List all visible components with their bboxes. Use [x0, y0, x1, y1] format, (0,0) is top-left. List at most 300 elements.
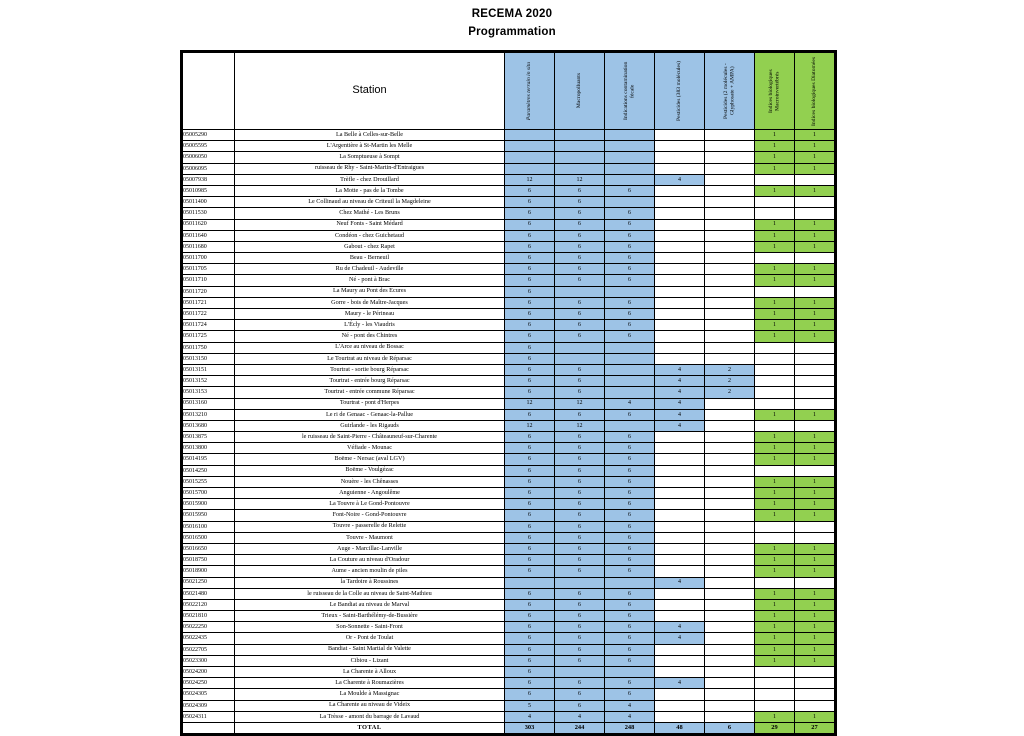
row-value-3	[655, 454, 705, 465]
row-value-6: 1	[795, 163, 835, 174]
row-value-0: 5	[505, 700, 555, 711]
row-value-4	[705, 689, 755, 700]
row-code: 05006050	[183, 152, 235, 163]
row-value-5: 1	[755, 555, 795, 566]
row-value-6: 1	[795, 185, 835, 196]
row-value-2	[605, 197, 655, 208]
row-value-0: 6	[505, 197, 555, 208]
row-value-2: 6	[605, 264, 655, 275]
row-value-4	[705, 700, 755, 711]
row-value-1: 6	[555, 443, 605, 454]
table-row	[183, 644, 835, 655]
table-row	[183, 174, 835, 185]
table-row	[183, 622, 835, 633]
row-value-4	[705, 555, 755, 566]
row-value-3	[655, 689, 705, 700]
table-row	[183, 264, 835, 275]
row-value-1: 6	[555, 230, 605, 241]
document-subtitle: Programmation	[468, 26, 556, 38]
row-value-5: 1	[755, 331, 795, 342]
row-value-5	[755, 253, 795, 264]
row-value-0: 6	[505, 185, 555, 196]
row-code: 05024200	[183, 667, 235, 678]
table-row	[183, 197, 835, 208]
row-value-3	[655, 599, 705, 610]
row-value-2: 6	[605, 622, 655, 633]
row-code: 05024250	[183, 678, 235, 689]
row-value-1: 12	[555, 398, 605, 409]
total-label: TOTAL	[235, 722, 505, 733]
row-value-4	[705, 130, 755, 141]
row-value-2: 6	[605, 465, 655, 476]
row-value-1	[555, 141, 605, 152]
row-value-4	[705, 476, 755, 487]
row-value-5: 1	[755, 152, 795, 163]
row-value-5: 1	[755, 185, 795, 196]
row-value-6: 1	[795, 443, 835, 454]
row-code: 05013153	[183, 387, 235, 398]
row-value-5: 1	[755, 588, 795, 599]
row-value-1: 6	[555, 309, 605, 320]
row-value-4	[705, 174, 755, 185]
row-value-3	[655, 331, 705, 342]
row-value-0: 6	[505, 253, 555, 264]
row-value-5	[755, 667, 795, 678]
header-col-4	[705, 53, 755, 130]
row-value-5: 1	[755, 432, 795, 443]
row-station: Beau - Berneuil	[235, 253, 505, 264]
row-value-0: 6	[505, 219, 555, 230]
table-row	[183, 633, 835, 644]
row-code: 05022120	[183, 599, 235, 610]
row-value-3	[655, 465, 705, 476]
row-value-6: 1	[795, 432, 835, 443]
row-value-1: 6	[555, 409, 605, 420]
row-value-1: 6	[555, 599, 605, 610]
row-value-6: 1	[795, 320, 835, 331]
row-value-3	[655, 297, 705, 308]
row-value-0: 6	[505, 286, 555, 297]
row-code: 05005595	[183, 141, 235, 152]
row-code: 05022435	[183, 633, 235, 644]
table-row	[183, 532, 835, 543]
total-value-5: 29	[755, 722, 795, 733]
row-value-2: 4	[605, 700, 655, 711]
row-code: 05024305	[183, 689, 235, 700]
row-code: 05014195	[183, 454, 235, 465]
row-value-4: 2	[705, 376, 755, 387]
row-value-1: 6	[555, 678, 605, 689]
row-value-1: 6	[555, 197, 605, 208]
row-value-5	[755, 420, 795, 431]
row-value-5	[755, 521, 795, 532]
row-value-2: 6	[605, 253, 655, 264]
row-value-6	[795, 700, 835, 711]
row-value-6: 1	[795, 510, 835, 521]
row-value-5: 1	[755, 510, 795, 521]
row-value-5: 1	[755, 476, 795, 487]
row-value-5: 1	[755, 219, 795, 230]
row-value-1: 12	[555, 420, 605, 431]
table-row	[183, 700, 835, 711]
row-value-3	[655, 141, 705, 152]
row-value-4	[705, 331, 755, 342]
table-row	[183, 130, 835, 141]
row-value-5: 1	[755, 611, 795, 622]
table-body	[183, 130, 835, 734]
row-station: Trèfle - chez Drouillard	[235, 174, 505, 185]
row-value-2	[605, 376, 655, 387]
row-value-0: 6	[505, 309, 555, 320]
row-value-3	[655, 130, 705, 141]
row-station: Or - Pont de Toulat	[235, 633, 505, 644]
row-value-6	[795, 465, 835, 476]
header-station: Station	[235, 53, 505, 130]
table-row	[183, 364, 835, 375]
row-station: Guirlande - les Rigauds	[235, 420, 505, 431]
row-code: 05015900	[183, 499, 235, 510]
table-row	[183, 241, 835, 252]
header-col-0	[505, 53, 555, 130]
row-value-0: 6	[505, 611, 555, 622]
row-value-2: 6	[605, 566, 655, 577]
header-col-1-label: Macropolluants	[576, 73, 583, 109]
row-value-4	[705, 465, 755, 476]
row-value-0: 12	[505, 398, 555, 409]
row-value-6	[795, 342, 835, 353]
row-value-0: 6	[505, 622, 555, 633]
row-station: Touvre - passerelle de Relette	[235, 521, 505, 532]
row-value-0: 6	[505, 588, 555, 599]
row-value-1: 6	[555, 241, 605, 252]
row-code: 05023300	[183, 655, 235, 666]
total-code-cell	[183, 722, 235, 733]
table-row	[183, 510, 835, 521]
row-station: Gorre - bois de Maître-Jacques	[235, 297, 505, 308]
row-station: La Touvre à Le Gond-Pontouvre	[235, 499, 505, 510]
row-station: Trieux - Saint-Barthélémy-de-Bussière	[235, 611, 505, 622]
row-station: Cibiou - Lizant	[235, 655, 505, 666]
row-value-3	[655, 667, 705, 678]
row-station: Maury - le Périneau	[235, 309, 505, 320]
row-value-3	[655, 611, 705, 622]
row-value-0: 6	[505, 633, 555, 644]
row-value-3: 4	[655, 622, 705, 633]
row-code: 05015950	[183, 510, 235, 521]
row-station: Véfiade - Mounac	[235, 443, 505, 454]
row-value-0: 6	[505, 264, 555, 275]
row-value-4	[705, 420, 755, 431]
table-row	[183, 599, 835, 610]
row-value-4: 2	[705, 364, 755, 375]
row-value-5	[755, 465, 795, 476]
table-row	[183, 588, 835, 599]
row-code: 05021250	[183, 577, 235, 588]
row-value-2	[605, 141, 655, 152]
row-code: 05006095	[183, 163, 235, 174]
row-value-3	[655, 152, 705, 163]
row-value-2: 6	[605, 208, 655, 219]
table-row	[183, 331, 835, 342]
row-value-6: 1	[795, 275, 835, 286]
table-row	[183, 353, 835, 364]
row-value-0	[505, 130, 555, 141]
row-code: 05011400	[183, 197, 235, 208]
row-value-2: 6	[605, 241, 655, 252]
row-value-4	[705, 253, 755, 264]
row-value-1: 6	[555, 510, 605, 521]
row-value-5: 1	[755, 275, 795, 286]
row-code: 05016500	[183, 532, 235, 543]
row-value-0: 6	[505, 230, 555, 241]
row-value-3	[655, 588, 705, 599]
table-header	[183, 53, 835, 130]
row-station: Tourtrat - entrée commune Réparsac	[235, 387, 505, 398]
row-value-2: 6	[605, 309, 655, 320]
row-value-0: 6	[505, 342, 555, 353]
row-value-5	[755, 208, 795, 219]
row-value-2	[605, 353, 655, 364]
row-value-6: 1	[795, 152, 835, 163]
row-value-4	[705, 499, 755, 510]
table-row	[183, 566, 835, 577]
row-value-0: 6	[505, 599, 555, 610]
row-value-5	[755, 387, 795, 398]
row-value-6: 1	[795, 499, 835, 510]
row-station: Touvre - Maumont	[235, 532, 505, 543]
row-value-1: 6	[555, 331, 605, 342]
row-value-4	[705, 443, 755, 454]
row-value-4	[705, 163, 755, 174]
row-value-1	[555, 130, 605, 141]
row-value-4	[705, 185, 755, 196]
row-value-1	[555, 353, 605, 364]
row-station: Gabout - chez Rapet	[235, 241, 505, 252]
row-code: 05014250	[183, 465, 235, 476]
row-station: Neuf Fonts - Saint Médard	[235, 219, 505, 230]
row-value-2: 6	[605, 432, 655, 443]
row-value-6	[795, 577, 835, 588]
row-station: La Couture au niveau d'Oradour	[235, 555, 505, 566]
row-code: 05011530	[183, 208, 235, 219]
row-value-5	[755, 364, 795, 375]
row-station: La Somptueuse à Sompt	[235, 152, 505, 163]
row-value-1: 6	[555, 297, 605, 308]
header-row	[183, 53, 835, 130]
row-value-3	[655, 521, 705, 532]
row-value-4	[705, 488, 755, 499]
row-value-2	[605, 130, 655, 141]
row-value-1: 6	[555, 689, 605, 700]
row-value-0: 6	[505, 443, 555, 454]
row-value-1: 12	[555, 174, 605, 185]
row-value-4	[705, 197, 755, 208]
row-value-5	[755, 398, 795, 409]
table-row	[183, 667, 835, 678]
row-value-2: 6	[605, 331, 655, 342]
row-value-0: 6	[505, 476, 555, 487]
row-value-0: 4	[505, 711, 555, 722]
row-code: 05005290	[183, 130, 235, 141]
total-value-2: 248	[605, 722, 655, 733]
row-value-5	[755, 678, 795, 689]
row-value-6	[795, 376, 835, 387]
row-station: Tourtrat - pont d'Herpes	[235, 398, 505, 409]
row-code: 05013875	[183, 432, 235, 443]
row-station: Auge - Marcillac-Lanville	[235, 543, 505, 554]
total-value-3: 48	[655, 722, 705, 733]
row-code: 05011721	[183, 297, 235, 308]
row-code: 05022250	[183, 622, 235, 633]
header-code	[183, 53, 235, 130]
table-row	[183, 689, 835, 700]
row-value-3	[655, 264, 705, 275]
row-value-3	[655, 185, 705, 196]
row-value-2	[605, 667, 655, 678]
row-code: 05015255	[183, 476, 235, 487]
row-value-1: 6	[555, 588, 605, 599]
row-value-6	[795, 678, 835, 689]
row-value-2: 6	[605, 633, 655, 644]
row-value-5: 1	[755, 264, 795, 275]
programmation-table	[182, 52, 835, 734]
row-code: 05013800	[183, 443, 235, 454]
row-value-3: 4	[655, 387, 705, 398]
row-value-5: 1	[755, 599, 795, 610]
row-value-0: 6	[505, 409, 555, 420]
row-value-0: 6	[505, 387, 555, 398]
row-code: 05010985	[183, 185, 235, 196]
row-station: Chez Mathé - Les Bruns	[235, 208, 505, 219]
row-value-1: 6	[555, 644, 605, 655]
row-code: 05007938	[183, 174, 235, 185]
row-value-6	[795, 667, 835, 678]
row-value-4	[705, 275, 755, 286]
table-row	[183, 432, 835, 443]
table-row	[183, 476, 835, 487]
row-value-4	[705, 655, 755, 666]
document-title-block	[0, 8, 1024, 38]
table-row	[183, 286, 835, 297]
row-value-6: 1	[795, 622, 835, 633]
row-value-2: 6	[605, 488, 655, 499]
row-code: 05015700	[183, 488, 235, 499]
table-row	[183, 253, 835, 264]
row-value-3	[655, 241, 705, 252]
table-row	[183, 398, 835, 409]
row-value-2: 6	[605, 521, 655, 532]
row-value-5	[755, 700, 795, 711]
row-code: 05011705	[183, 264, 235, 275]
row-value-5	[755, 577, 795, 588]
row-value-0: 6	[505, 454, 555, 465]
row-value-1: 6	[555, 219, 605, 230]
row-value-1: 6	[555, 264, 605, 275]
row-value-2: 6	[605, 555, 655, 566]
row-value-3	[655, 543, 705, 554]
row-value-4	[705, 297, 755, 308]
row-code: 05013152	[183, 376, 235, 387]
table-row	[183, 185, 835, 196]
row-code: 05011750	[183, 342, 235, 353]
row-value-6: 1	[795, 543, 835, 554]
row-station: La Trèsse - amont du barrage de Lavaud	[235, 711, 505, 722]
row-code: 05016650	[183, 543, 235, 554]
row-value-0: 6	[505, 353, 555, 364]
row-value-4	[705, 532, 755, 543]
table-row	[183, 219, 835, 230]
total-value-0: 303	[505, 722, 555, 733]
row-value-4	[705, 588, 755, 599]
row-code: 05018750	[183, 555, 235, 566]
row-value-2: 6	[605, 454, 655, 465]
row-value-6	[795, 398, 835, 409]
row-code: 05021810	[183, 611, 235, 622]
row-value-2: 6	[605, 219, 655, 230]
row-value-2: 6	[605, 532, 655, 543]
table-row	[183, 655, 835, 666]
row-value-4	[705, 141, 755, 152]
row-station: Le Bandiat au niveau de Marval	[235, 599, 505, 610]
row-value-5	[755, 197, 795, 208]
row-value-6: 1	[795, 230, 835, 241]
row-value-5	[755, 353, 795, 364]
row-value-6	[795, 420, 835, 431]
row-station: Tourtrat - entrée bourg Réparsac	[235, 376, 505, 387]
row-value-3	[655, 320, 705, 331]
row-value-4: 2	[705, 387, 755, 398]
table-row	[183, 309, 835, 320]
row-value-0: 6	[505, 297, 555, 308]
row-value-4	[705, 599, 755, 610]
row-value-0: 6	[505, 678, 555, 689]
header-col-2	[605, 53, 655, 130]
row-value-6: 1	[795, 409, 835, 420]
row-value-6: 1	[795, 555, 835, 566]
row-value-0: 12	[505, 420, 555, 431]
row-value-5: 1	[755, 141, 795, 152]
row-value-0: 6	[505, 208, 555, 219]
row-value-1: 6	[555, 454, 605, 465]
header-col-6-label: Indices biologiques Diatomées	[811, 56, 818, 126]
row-value-3	[655, 208, 705, 219]
row-value-5: 1	[755, 499, 795, 510]
row-value-1: 6	[555, 633, 605, 644]
row-value-1: 6	[555, 700, 605, 711]
row-value-5	[755, 286, 795, 297]
row-value-4	[705, 241, 755, 252]
row-value-2: 6	[605, 499, 655, 510]
row-value-4	[705, 622, 755, 633]
row-value-6: 1	[795, 264, 835, 275]
row-code: 05011710	[183, 275, 235, 286]
row-value-5: 1	[755, 711, 795, 722]
row-value-1: 6	[555, 253, 605, 264]
row-value-3	[655, 655, 705, 666]
row-value-0: 6	[505, 566, 555, 577]
row-code: 05011725	[183, 331, 235, 342]
table-row	[183, 420, 835, 431]
row-value-1: 6	[555, 521, 605, 532]
table-row	[183, 342, 835, 353]
row-value-0: 6	[505, 655, 555, 666]
row-value-6: 1	[795, 488, 835, 499]
header-col-1	[555, 53, 605, 130]
row-value-4	[705, 309, 755, 320]
row-value-2	[605, 152, 655, 163]
row-value-3: 4	[655, 577, 705, 588]
row-value-4	[705, 264, 755, 275]
